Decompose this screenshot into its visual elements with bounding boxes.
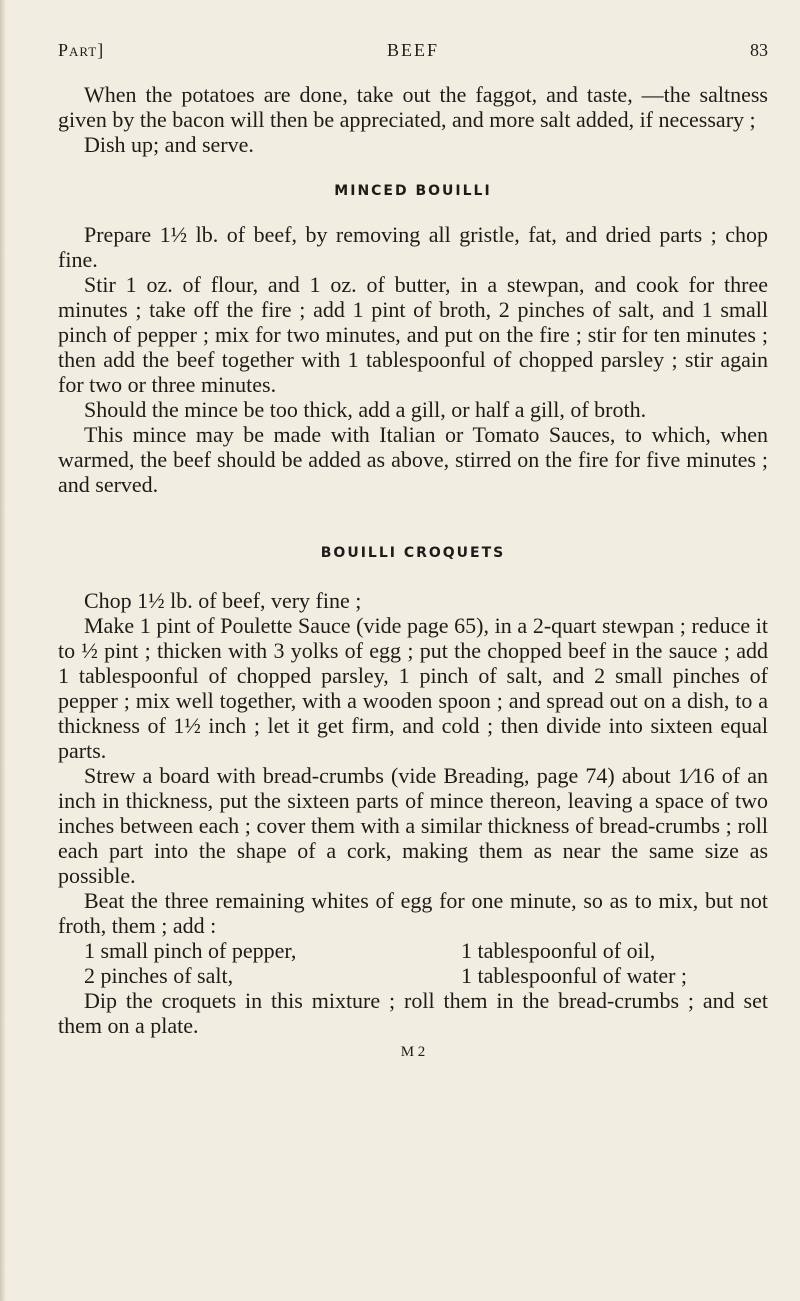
- intro-paragraph: When the potatoes are done, take out the faggot, and taste, —the saltness given by the bacon will then be appreciated, and more salt added, if necessary ;: [58, 82, 768, 132]
- intro-paragraph: Dish up; and serve.: [84, 132, 254, 157]
- ingredient-column-left: [84, 938, 391, 988]
- recipe-paragraph: Stir 1 oz. of flour, and 1 oz. of butter, in a stewpan, and cook for three minutes ; take off the fire ; add 1 pint of broth, 2 pinches of salt, and 1 small pinch of pepper ; mix for two minutes, and put on the fire ; stir for ten minutes ; then add the beef together with 1 tablespoonful of chopped parsley ; stir again for two or three minutes.: [58, 272, 768, 397]
- signature-mark: M 2: [400, 1044, 426, 1060]
- recipe-paragraph: Beat the three remaining whites of egg for one minute, so as to mix, but not froth, them ; add :: [58, 888, 768, 938]
- ingredient-column-right: [391, 938, 768, 988]
- recipe-paragraph: This mince may be made with Italian or Tomato Sauces, to which, when warmed, the beef should be added as above, stirred on the fire for five minutes ; and served.: [58, 422, 768, 497]
- recipe-paragraph: Should the mince be too thick, add a gill, or half a gill, of broth.: [84, 397, 647, 422]
- recipe-paragraph: Prepare 1½ lb. of beef, by removing all gristle, fat, and dried parts ; chop fine.: [58, 222, 768, 272]
- recipe-paragraph: Chop 1½ lb. of beef, very fine ;: [84, 588, 362, 613]
- header-part: Part]: [58, 40, 105, 60]
- ingredient-item: 1 tablespoonful of oil,: [461, 938, 656, 963]
- ingredient-item: 1 small pinch of pepper,: [84, 938, 297, 963]
- page-edge-shadow: [0, 0, 6, 1301]
- page-body: [58, 82, 768, 1065]
- section-heading-minced-bouilli: MINCED BOUILLI: [334, 183, 492, 199]
- ingredient-item: 1 tablespoonful of water ;: [461, 963, 688, 988]
- header-title: BEEF: [386, 40, 439, 60]
- section-heading-bouilli-croquets: BOUILLI CROQUETS: [320, 545, 506, 561]
- recipe-paragraph: Dip the croquets in this mixture ; roll them in the bread-crumbs ; and set them on a plate.: [58, 988, 768, 1038]
- ingredient-list: [58, 938, 768, 988]
- recipe-paragraph: Make 1 pint of Poulette Sauce (vide page 65), in a 2-quart stewpan ; reduce it to ½ pint ; thicken with 3 yolks of egg ; put the chopped beef in the sauce ; add 1 tablespoonful of chopped parsley, 1 pinch of salt, and 2 small pinches of pepper ; mix well together, with a wooden spoon ; and spread out on a dish, to a thickness of 1½ inch ; let it get firm, and cold ; then divide into sixteen equal parts.: [58, 613, 768, 763]
- recipe-paragraph: Strew a board with bread-crumbs (vide Breading, page 74) about 1⁄16 of an inch in thickness, put the sixteen parts of mince thereon, leaving a space of two inches between each ; cover them with a similar thickness of bread-crumbs ; roll each part into the shape of a cork, making them as near the same size as possible.: [58, 763, 768, 888]
- ingredient-item: 2 pinches of salt,: [84, 963, 234, 988]
- page-number: 83: [750, 40, 768, 60]
- running-header: [58, 40, 768, 70]
